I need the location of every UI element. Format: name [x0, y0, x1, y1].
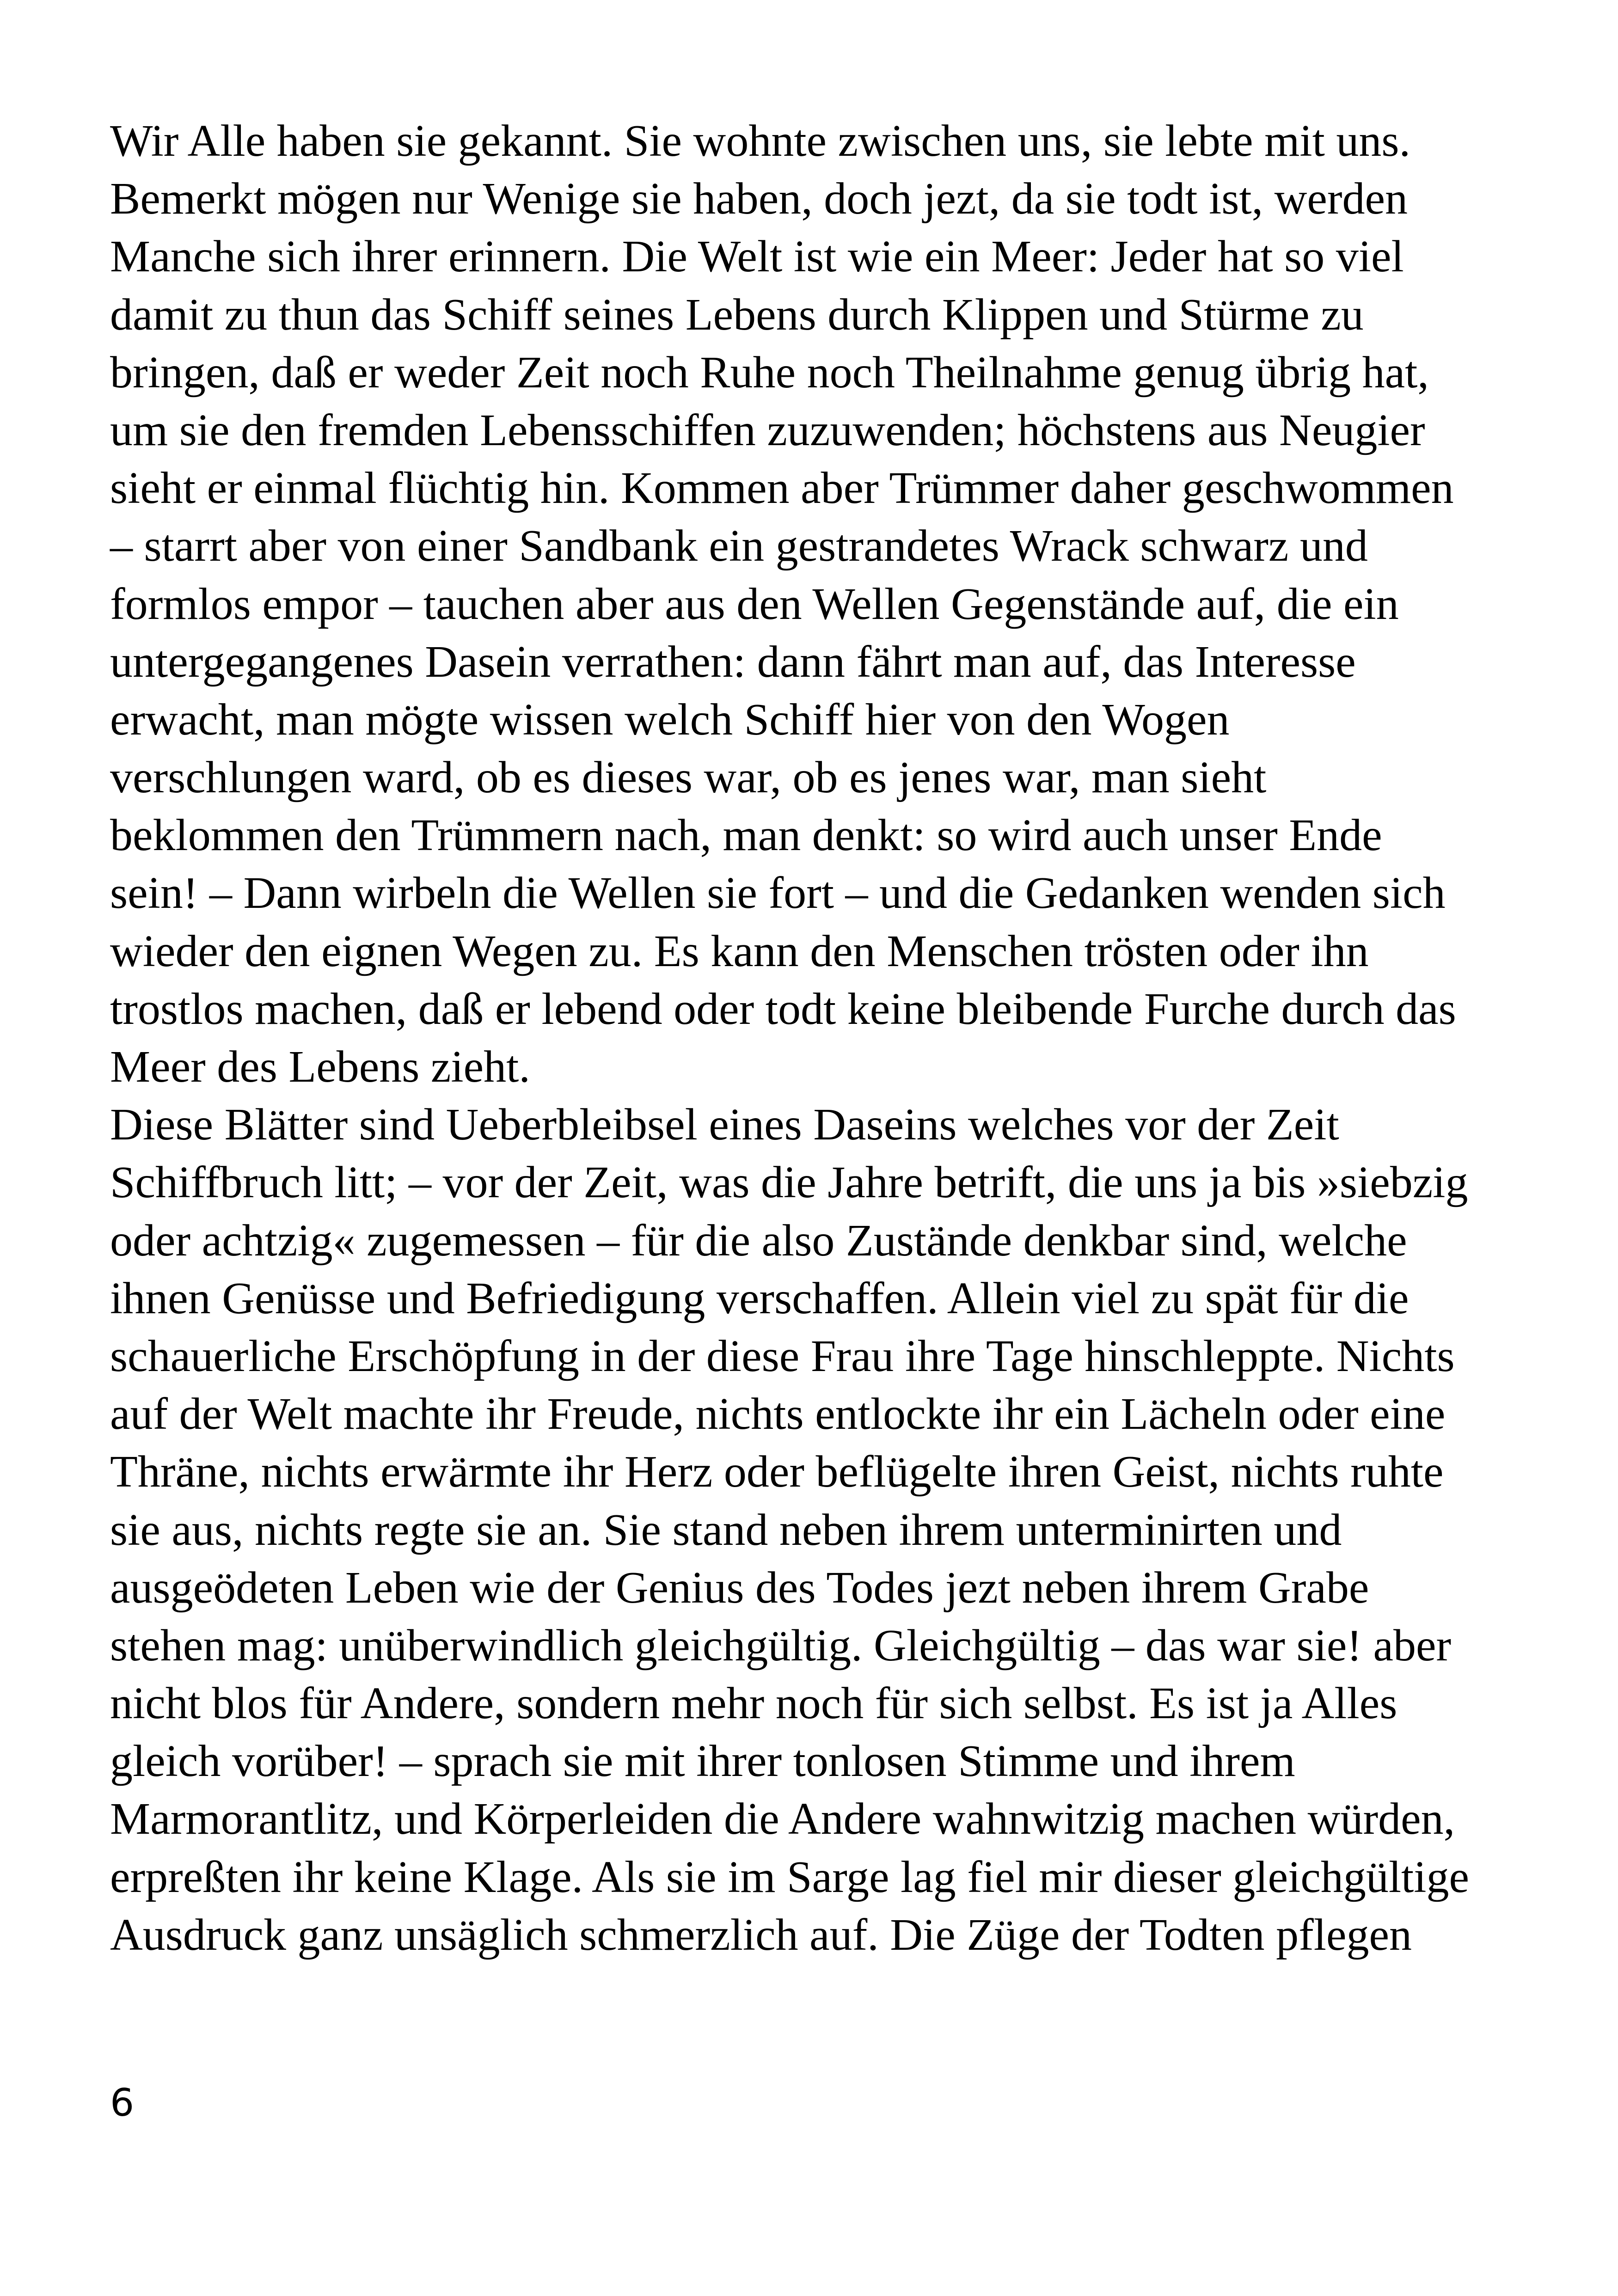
- body-text: [110, 112, 1534, 1964]
- text-line: auf der Welt machte ihr Freude, nichts entlockte ihr ein Lächeln oder eine: [110, 1389, 1446, 1439]
- text-line: sein! – Dann wirbeln die Wellen sie fort – und die Gedanken wenden sich: [110, 868, 1446, 918]
- text-line: sieht er einmal flüchtig hin. Kommen aber Trümmer daher geschwommen: [110, 463, 1454, 514]
- text-line: ihnen Genüsse und Befriedigung verschaffen. Allein viel zu spät für die: [110, 1273, 1409, 1323]
- text-line: Manche sich ihrer erinnern. Die Welt ist wie ein Meer: Jeder hat so viel: [110, 232, 1404, 282]
- text-line: Diese Blätter sind Ueberbleibsel eines Daseins welches vor der Zeit: [110, 1100, 1339, 1150]
- text-line: wieder den eignen Wegen zu. Es kann den Menschen trösten oder ihn: [110, 926, 1369, 976]
- text-line: beklommen den Trümmern nach, man denkt: so wird auch unser Ende: [110, 810, 1382, 861]
- text-line: Wir Alle haben sie gekannt. Sie wohnte zwischen uns, sie lebte mit uns.: [110, 116, 1410, 166]
- page-number: 6: [110, 2081, 135, 2125]
- text-line: nicht blos für Andere, sondern mehr noch für sich selbst. Es ist ja Alles: [110, 1678, 1397, 1729]
- text-line: – starrt aber von einer Sandbank ein gestrandetes Wrack schwarz und: [110, 521, 1368, 571]
- text-line: gleich vorüber! – sprach sie mit ihrer tonlosen Stimme und ihrem: [110, 1736, 1295, 1787]
- text-line: um sie den fremden Lebensschiffen zuzuwenden; höchstens aus Neugier: [110, 405, 1425, 455]
- text-line: Thräne, nichts erwärmte ihr Herz oder beflügelte ihren Geist, nichts ruhte: [110, 1447, 1444, 1497]
- text-line: schauerliche Erschöpfung in der diese Frau ihre Tage hinschleppte. Nichts: [110, 1331, 1455, 1381]
- text-line: ausgeödeten Leben wie der Genius des Todes jezt neben ihrem Grabe: [110, 1562, 1369, 1613]
- text-line: damit zu thun das Schiff seines Lebens durch Klippen und Stürme zu: [110, 289, 1364, 340]
- text-line: formlos empor – tauchen aber aus den Wellen Gegenstände auf, die ein: [110, 579, 1399, 629]
- text-line: oder achtzig« zugemessen – für die also Zustände denkbar sind, welche: [110, 1215, 1407, 1266]
- text-line: sie aus, nichts regte sie an. Sie stand neben ihrem unterminirten und: [110, 1505, 1342, 1555]
- text-line: Marmorantlitz, und Körperleiden die Andere wahnwitzig machen würden,: [110, 1794, 1455, 1844]
- text-line: Bemerkt mögen nur Wenige sie haben, doch jezt, da sie todt ist, werden: [110, 174, 1408, 224]
- text-line: verschlungen ward, ob es dieses war, ob es jenes war, man sieht: [110, 753, 1267, 803]
- text-line: trostlos machen, daß er lebend oder todt keine bleibende Furche durch das: [110, 984, 1456, 1034]
- text-line: erwacht, man mögte wissen welch Schiff hier von den Wogen: [110, 694, 1230, 745]
- text-line: Schiffbruch litt; – vor der Zeit, was die Jahre betrift, die uns ja bis »siebzig: [110, 1157, 1468, 1208]
- text-line: bringen, daß er weder Zeit noch Ruhe noch Theilnahme genug übrig hat,: [110, 347, 1429, 398]
- text-line: stehen mag: unüberwindlich gleichgültig. Gleichgültig – das war sie! aber: [110, 1620, 1452, 1671]
- text-line: Ausdruck ganz unsäglich schmerzlich auf. Die Züge der Todten pflegen: [110, 1910, 1412, 1960]
- text-line: Meer des Lebens zieht.: [110, 1042, 530, 1092]
- text-line: untergegangenes Dasein verrathen: dann fährt man auf, das Interesse: [110, 637, 1356, 687]
- text-line: erpreßten ihr keine Klage. Als sie im Sarge lag fiel mir dieser gleichgültige: [110, 1852, 1469, 1902]
